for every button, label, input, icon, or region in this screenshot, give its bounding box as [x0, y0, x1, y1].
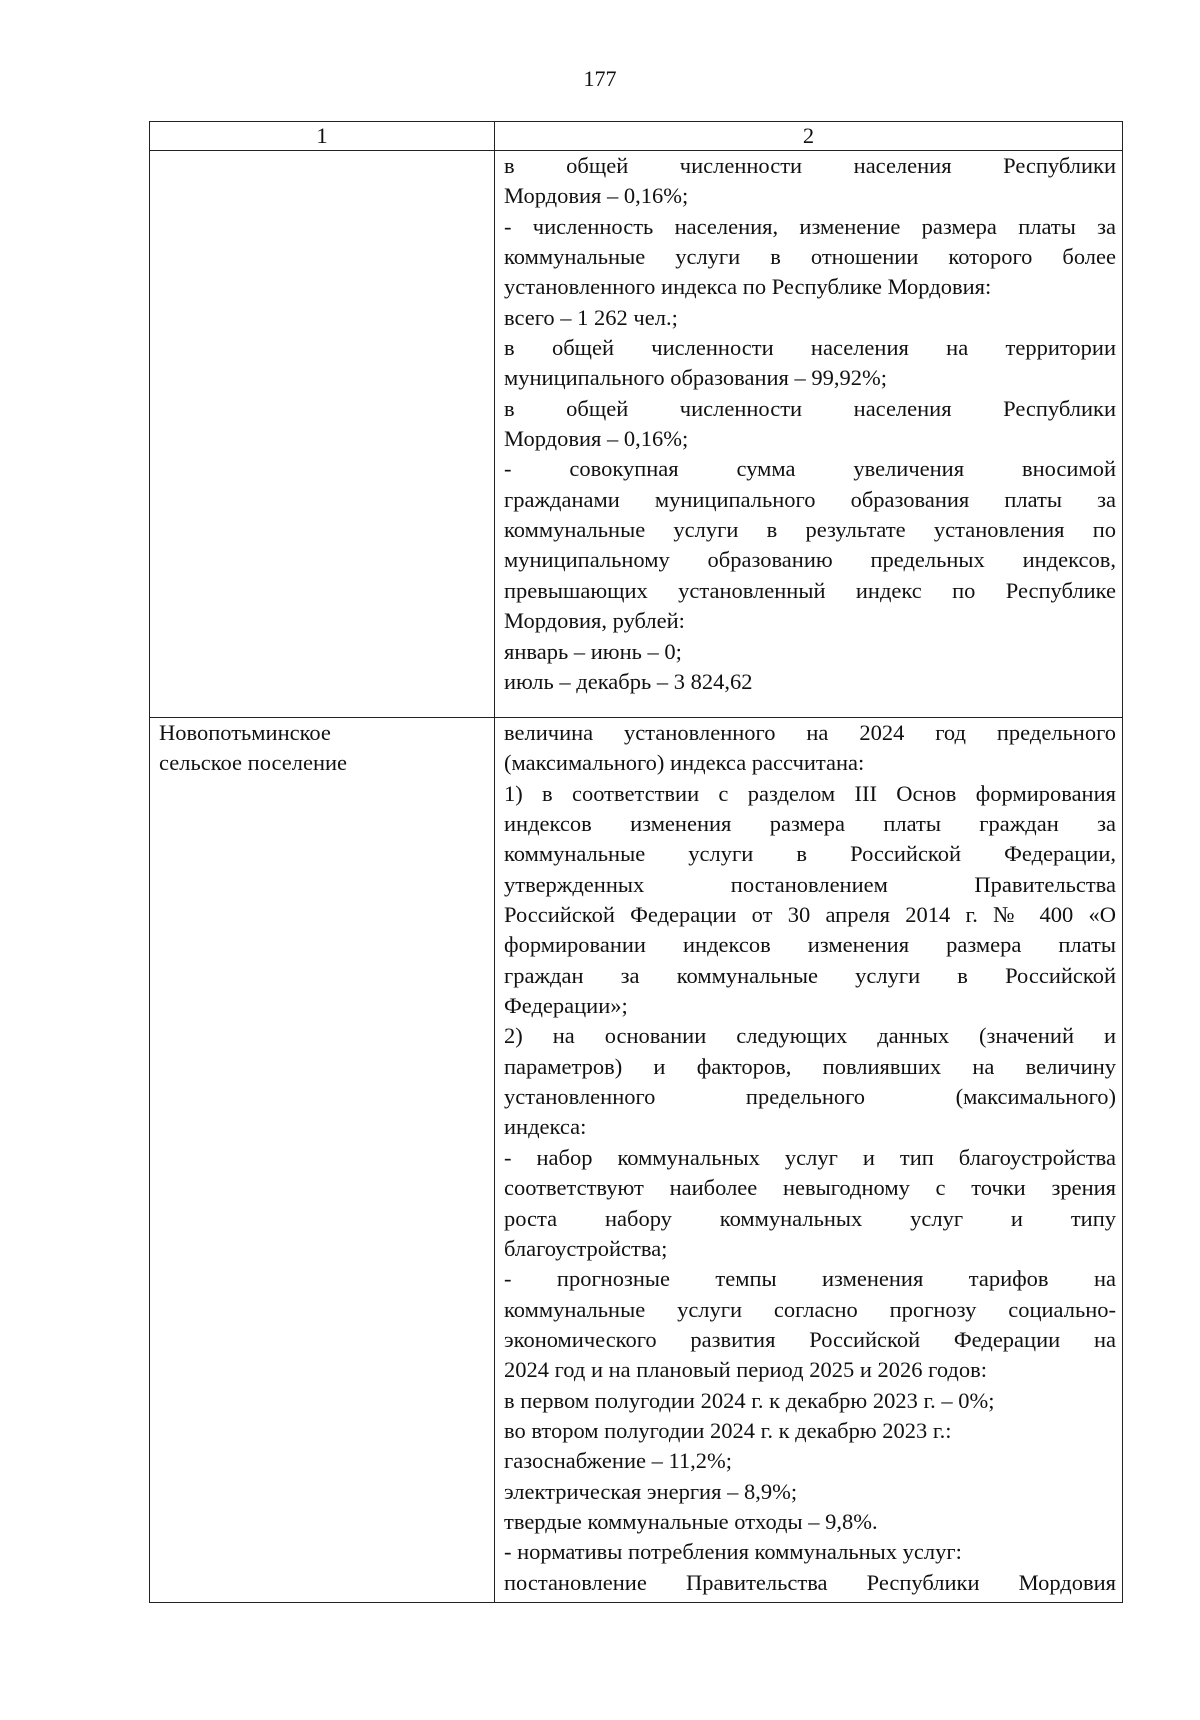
text-line: в общей численности населения Республики [504, 395, 1116, 421]
text-line: электрическая энергия – 8,9%; [504, 1478, 798, 1504]
text-line: в общей численности населения на территории [504, 335, 1116, 361]
text-line: июль – декабрь – 3 824,62 [504, 668, 753, 694]
municipality-name-cell [150, 718, 495, 1603]
page-number: 177 [583, 66, 617, 91]
text-line: соответствуют наиболее невыгодному с точки зрения [504, 1175, 1116, 1201]
text-line: Мордовия – 0,16%; [504, 426, 689, 452]
text-line: Мордовия, рублей: [504, 608, 685, 634]
description-cell [495, 718, 1123, 1603]
text-line: установленного предельного (максимального) [504, 1084, 1116, 1110]
table-row [150, 718, 1123, 1603]
text-line: постановление Правительства Республики Мордовия [504, 1569, 1116, 1595]
text-line: установленного индекса по Республике Мордовия: [504, 274, 992, 300]
description-cell [495, 151, 1123, 718]
text-line: индекса: [504, 1114, 587, 1140]
text-line: (максимального) индекса рассчитана: [504, 750, 865, 776]
text-line: в общей численности населения Республики [504, 153, 1116, 178]
text-line: Мордовия – 0,16%; [504, 183, 689, 209]
text-line: утвержденных постановлением Правительства [504, 871, 1116, 897]
text-line: - прогнозные темпы изменения тарифов на [504, 1266, 1116, 1292]
text-line: экономического развития Российской Федерации на [504, 1326, 1116, 1352]
column-header-1: 1 [150, 122, 495, 151]
municipality-name-line: Новопотьминское [159, 720, 331, 745]
text-line: коммунальные услуги в результате установления по [504, 517, 1116, 543]
text-line: 2) на основании следующих данных (значений и [504, 1023, 1116, 1049]
text-line: твердые коммунальные отходы – 9,8%. [504, 1508, 878, 1534]
text-line: январь – июнь – 0; [504, 638, 682, 664]
municipality-name-line: сельское поселение [159, 750, 348, 776]
text-line: всего – 1 262 чел.; [504, 304, 678, 330]
text-line: Российской Федерации от 30 апреля 2014 г. № 400 «О [504, 902, 1116, 928]
text-line: коммунальные услуги в Российской Федерации, [504, 841, 1116, 867]
column-header-2: 2 [495, 122, 1123, 151]
text-line: Федерации»; [504, 993, 628, 1019]
text-line: 2024 год и на плановый период 2025 и 2026 годов: [504, 1357, 987, 1383]
text-line: величина установленного на 2024 год предельного [504, 720, 1116, 745]
text-line: в первом полугодии 2024 г. к декабрю 2023 г. – 0%; [504, 1387, 995, 1413]
text-line: индексов изменения размера платы граждан за [504, 811, 1116, 837]
text-line: муниципальному образованию предельных индексов, [504, 547, 1116, 573]
text-line: - нормативы потребления коммунальных услуг: [504, 1539, 962, 1565]
text-line: коммунальные услуги согласно прогнозу социально- [504, 1296, 1116, 1322]
municipality-name-cell [150, 151, 495, 718]
text-line: гражданами муниципального образования платы за [504, 486, 1116, 512]
text-line: - численность населения, изменение размера платы за [504, 213, 1116, 239]
text-line: - совокупная сумма увеличения вносимой [504, 456, 1116, 482]
text-line: роста набору коммунальных услуг и типу [504, 1205, 1116, 1231]
text-line: превышающих установленный индекс по Республике [504, 577, 1116, 603]
table-row [150, 151, 1123, 718]
text-line: параметров) и факторов, повлиявших на величину [504, 1053, 1116, 1079]
text-line: газоснабжение – 11,2%; [504, 1448, 733, 1474]
text-line: формировании индексов изменения размера платы [504, 932, 1116, 958]
text-line: во втором полугодии 2024 г. к декабрю 2023 г.: [504, 1417, 952, 1443]
text-line: благоустройства; [504, 1235, 668, 1261]
table-header-row [150, 122, 1123, 151]
text-line: граждан за коммунальные услуги в Российской [504, 962, 1116, 988]
text-line: 1) в соответствии с разделом III Основ формирования [504, 780, 1116, 806]
text-line: - набор коммунальных услуг и тип благоустройства [504, 1144, 1116, 1170]
document-table [149, 121, 1123, 1603]
text-line: коммунальные услуги в отношении которого более [504, 244, 1116, 270]
text-line: муниципального образования – 99,92%; [504, 365, 888, 391]
